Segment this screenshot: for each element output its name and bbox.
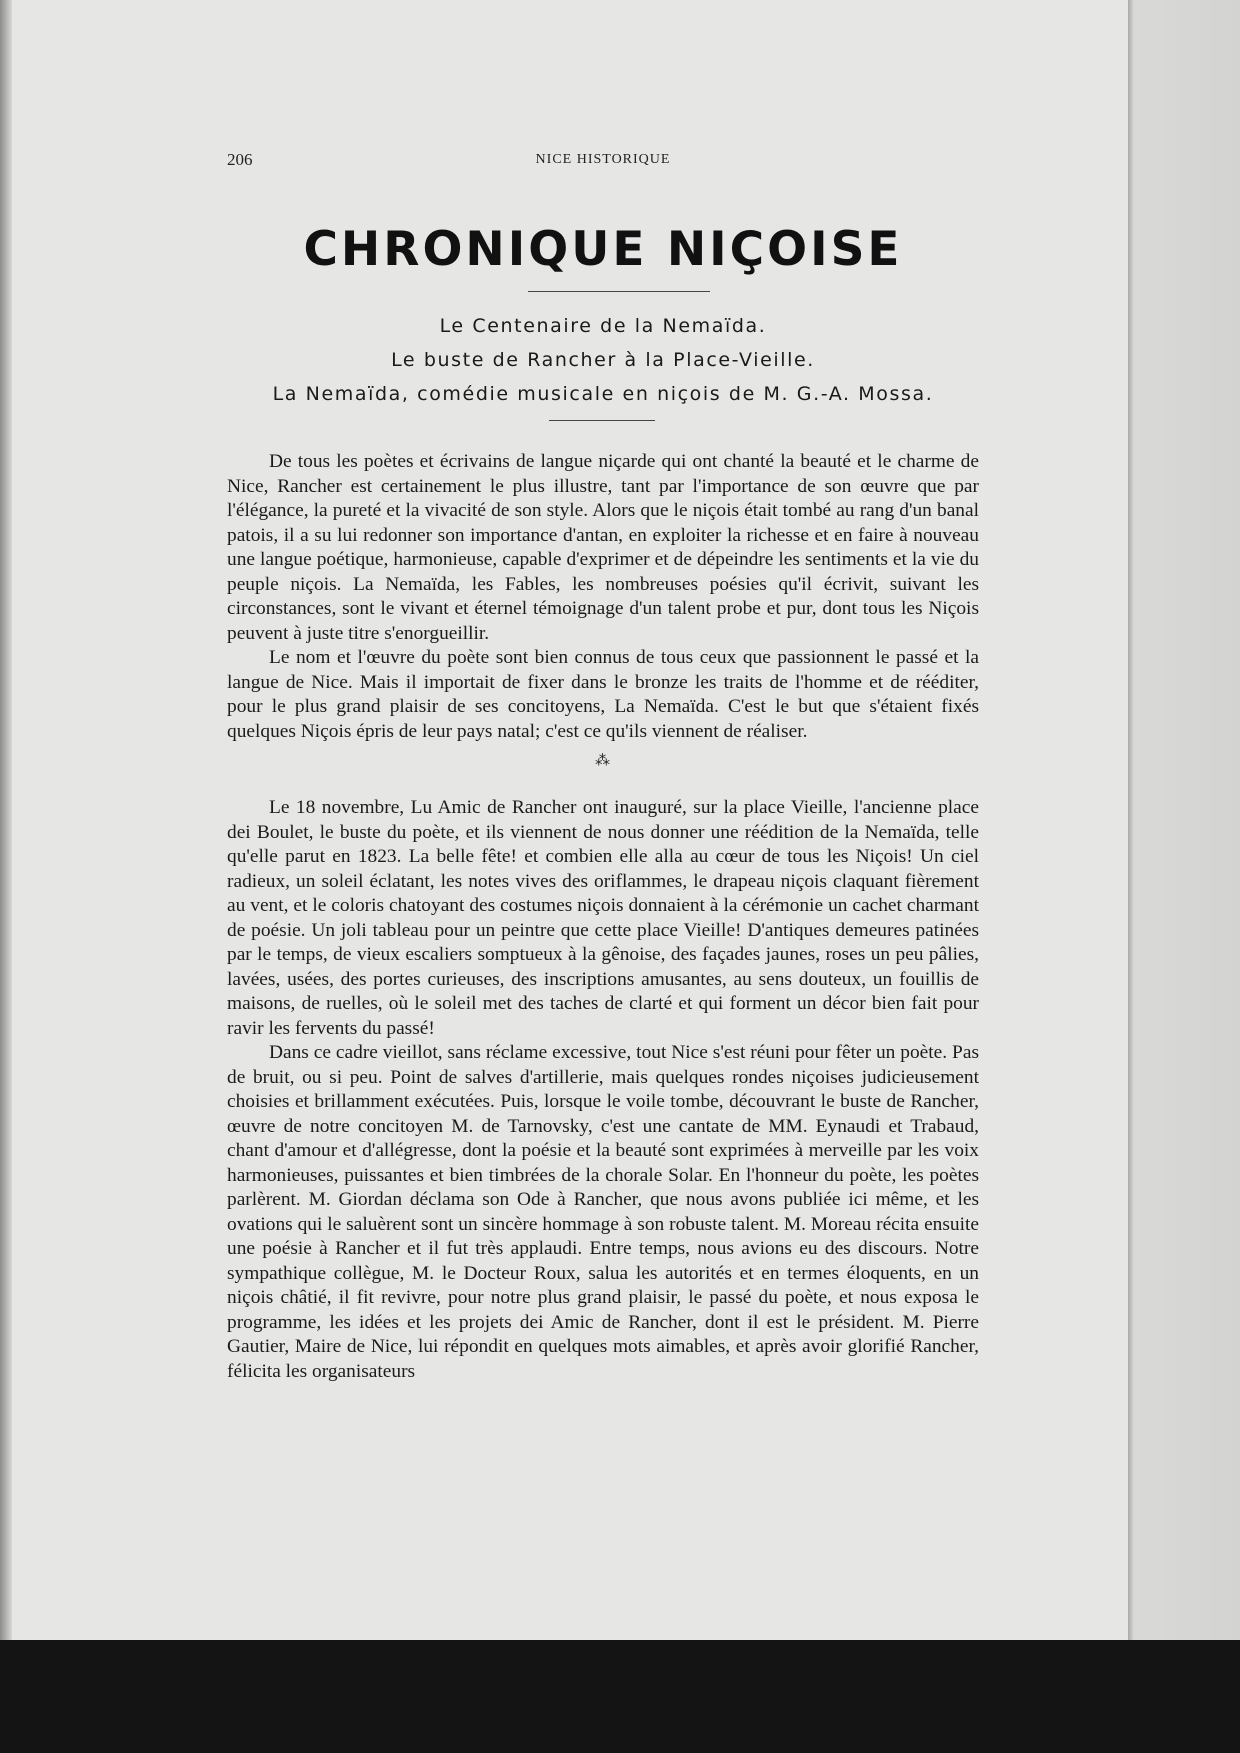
scan-background bbox=[0, 1640, 1240, 1753]
article-title: CHRONIQUE NIÇOISE bbox=[303, 222, 903, 277]
paragraph-3: Le 18 novembre, Lu Amic de Rancher ont inauguré, sur la place Vieille, l'ancienne place dei Boulet, le buste du poète, et ils viennent de nous donner une réédition de la Nemaïda, telle qu'elle parut en 1823. La belle fête! et combien elle alla au cœur de tous les Niçois! Un ciel radieux, un soleil éclatant, les notes vives des oriflammes, le drapeau niçois claquant fièrement au vent, et le coloris chatoyant des costumes niçois donnaient à la cérémonie un cachet charmant de poésie. Un joli tableau pour un peintre que cette place Vieille! D'antiques demeures patinées par le temps, de vieux escaliers somptueux à la gênoise, des façades jaunes, roses un peu pâlies, lavées, usées, des portes curieuses, des inscriptions amusantes, au sens douteux, un fouillis de maisons, de ruelles, où le soleil met des taches de clarté et qui forment un décor bien fait pour ravir les fervents du passé! bbox=[227, 797, 979, 1039]
subtitle-rule bbox=[549, 420, 655, 421]
article-body bbox=[227, 450, 979, 1384]
running-title: NICE HISTORIQUE bbox=[535, 152, 671, 167]
subtitle-3: La Nemaïda, comédie musicale en niçois de M. G.-A. Mossa. bbox=[272, 383, 934, 405]
binding-edge bbox=[0, 0, 12, 1640]
paragraph-2: Le nom et l'œuvre du poète sont bien connus de tous ceux que passionnent le passé et la langue de Nice. Mais il importait de fixer dans le bronze les traits de l'homme et de rééditer, pour le plus grand plaisir de ses concitoyens, La Nemaïda. C'est le but que s'étaient fixés quelques Niçois épris de leur pays natal; c'est ce qu'ils viennent de réaliser. bbox=[227, 647, 979, 742]
paragraph-1: De tous les poètes et écrivains de langue niçarde qui ont chanté la beauté et le charme de Nice, Rancher est certainement le plus illustre, tant par l'importance de son œuvre que par l'élégance, la pureté et la vivacité de son style. Alors que le niçois était tombé au rang d'un banal patois, il a su lui redonner son importance d'antan, en exploiter la richesse et en faire à nouveau une langue poétique, harmonieuse, capable d'exprimer et de dépeindre les sentiments et la vie du peuple niçois. La Nemaïda, les Fables, les nombreuses poésies qu'il écrivit, suivant les circonstances, sont le vivant et éternel témoignage d'un talent probe et pur, dont tous les Niçois peuvent à juste titre s'enorgueillir. bbox=[227, 451, 979, 644]
title-rule bbox=[528, 291, 710, 292]
adjacent-page-edge bbox=[1128, 0, 1240, 1640]
subtitle-1: Le Centenaire de la Nemaïda. bbox=[439, 315, 767, 337]
page-header bbox=[227, 150, 979, 174]
page-number: 206 bbox=[227, 150, 253, 169]
paragraph-4: Dans ce cadre vieillot, sans réclame excessive, tout Nice s'est réuni pour fêter un poète. Pas de bruit, ou si peu. Point de salves d'artillerie, mais quelques rondes niçoises judicieusement choisies et brillamment exécutées. Puis, lorsque le voile tombe, découvrant le buste de Rancher, œuvre de notre concitoyen M. de Tarnovsky, c'est une cantate de MM. Eynaudi et Trabaud, chant d'amour et d'allégresse, dont la poésie et la beauté sont exprimées à merveille par les voix harmonieuses, puissantes et bien timbrées de la chorale Solar. En l'honneur du poète, les poètes parlèrent. M. Giordan déclama son Ode à Rancher, que nous avons publiée ici même, et les ovations qui le saluèrent sont un sincère hommage à son robuste talent. M. Moreau récita ensuite une poésie à Rancher et il fut très applaudi. Entre temps, nous avions eu des discours. Notre sympathique collègue, M. le Docteur Roux, salua les autorités et en termes éloquents, en un niçois châtié, il fit revivre, pour notre plus grand plaisir, le passé du poète, et nous exposa le programme, les idées et les projets dei Amic de Rancher, dont il est le président. M. Pierre Gautier, Maire de Nice, lui répondit en quelques mots aimables, et après avoir glorifié Rancher, félicita les organisateurs bbox=[227, 1042, 979, 1382]
asterism-separator: ⁂ bbox=[595, 753, 611, 769]
subtitle-2: Le buste de Rancher à la Place-Vieille. bbox=[391, 349, 815, 371]
section-gap bbox=[227, 772, 979, 796]
